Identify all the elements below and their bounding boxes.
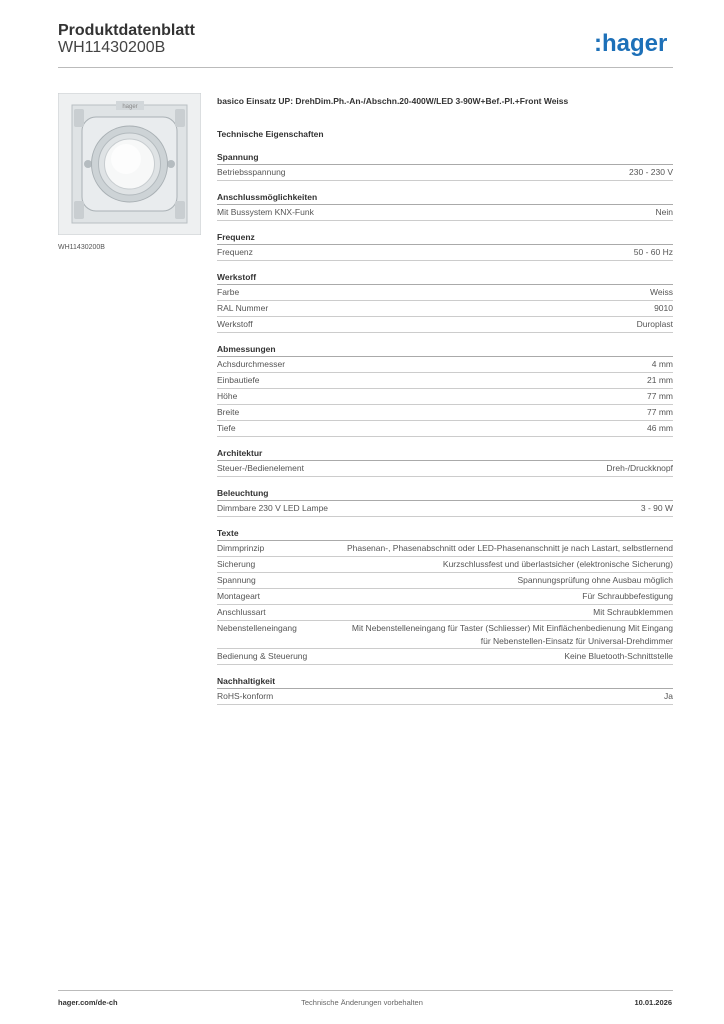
spec-value: 21 mm [647,375,673,385]
section-title: Anschlussmöglichkeiten [217,191,673,205]
spec-value: 9010 [654,303,673,313]
spec-value: Phasenan-, Phasenabschnitt oder LED-Phasenanschnitt je nach Lastart, selbstlernend [346,543,673,553]
spec-row [217,357,673,373]
spec-row [217,557,673,573]
spec-section [217,151,673,181]
spec-value: 230 - 230 V [629,167,673,177]
spec-value: Nein [655,207,673,217]
logo-text: :hager [594,30,668,57]
spec-label: Einbautiefe [217,375,260,385]
spec-label: Betriebsspannung [217,167,286,177]
spec-row [217,317,673,333]
article-number: WH11430200B [58,39,166,56]
spec-row [217,285,673,301]
spec-section [217,487,673,517]
spec-label: Montageart [217,591,260,601]
spec-section [217,191,673,221]
tech-heading: Technische Eigenschaften [217,129,324,139]
spec-row [217,501,673,517]
spec-section [217,271,673,333]
spec-row [217,373,673,389]
spec-value: 77 mm [647,391,673,401]
footer-notice: Technische Änderungen vorbehalten [301,998,423,1007]
spec-label: RAL Nummer [217,303,269,313]
section-title: Architektur [217,447,673,461]
spec-row [217,205,673,221]
page-title: Produktdatenblatt [58,22,195,39]
section-title: Nachhaltigkeit [217,675,673,689]
spec-label: Sicherung [217,559,256,569]
spec-row [217,165,673,181]
spec-section [217,675,673,705]
spec-value: Spannungsprüfung ohne Ausbau möglich [517,575,673,585]
footer-date: 10.01.2026 [634,998,672,1007]
spec-value: Keine Bluetooth-Schnittstelle [564,651,673,661]
spec-row [217,649,673,665]
spec-row [217,421,673,437]
spec-value: Mit Nebenstelleneingang für Taster (Schliesser) Mit Einflächenbedienung Mit Eingang für Nebenstellen-Einsatz für Universal-Drehdimmer [351,623,673,646]
spec-label: Anschlussart [217,607,266,617]
spec-label: Spannung [217,575,256,585]
spec-value: Weiss [650,287,673,297]
spec-label: Steuer-/Bedienelement [217,463,304,473]
footer-website[interactable]: hager.com/de-ch [58,998,118,1007]
spec-label: Werkstoff [217,319,253,329]
spec-label: Farbe [217,287,240,297]
spec-row [217,389,673,405]
section-title: Spannung [217,151,673,165]
spec-sections [217,151,673,705]
spec-section [217,527,673,665]
spec-value: Kurzschlussfest und überlastsicher (elektronische Sicherung) [442,559,673,569]
hager-logo [594,27,674,59]
spec-label: Dimmbare 230 V LED Lampe [217,503,329,513]
spec-label: Achsdurchmesser [217,359,286,369]
spec-value: Ja [664,691,673,701]
spec-row [217,589,673,605]
spec-label: Höhe [217,391,238,401]
spec-label: Breite [217,407,240,417]
spec-section [217,343,673,437]
section-title: Beleuchtung [217,487,673,501]
spec-value: 3 - 90 W [640,503,673,513]
spec-value: 50 - 60 Hz [633,247,673,257]
product-title: basico Einsatz UP: DrehDim.Ph.-An-/Abschn.20-400W/LED 3-90W+Bef.-Pl.+Front Weiss [217,96,569,106]
spec-section [217,231,673,261]
spec-row [217,301,673,317]
section-title: Werkstoff [217,271,673,285]
spec-row [217,573,673,589]
spec-value: 77 mm [647,407,673,417]
spec-row [217,245,673,261]
spec-value: Duroplast [636,319,673,329]
spec-label: Nebenstelleneingang [217,623,297,633]
spec-label: Mit Bussystem KNX-Funk [217,207,314,217]
spec-value: Mit Schraubklemmen [593,607,673,617]
spec-label: Frequenz [217,247,253,257]
spec-value: 4 mm [651,359,673,369]
header-divider [58,67,673,68]
spec-label: RoHS-konform [217,691,274,701]
spec-row [217,461,673,477]
spec-label: Dimmprinzip [217,543,265,553]
image-caption: WH11430200B [58,244,105,251]
frame-label: hager [122,104,138,110]
footer-divider [58,990,673,991]
spec-label: Bedienung & Steuerung [217,651,308,661]
spec-row [217,405,673,421]
spec-content [217,95,673,705]
spec-row [217,689,673,705]
section-title: Frequenz [217,231,673,245]
spec-value: Dreh-/Druckknopf [606,463,673,473]
spec-row [217,605,673,621]
spec-section [217,447,673,477]
spec-label: Tiefe [217,423,236,433]
spec-value: 46 mm [647,423,673,433]
section-title: Texte [217,527,673,541]
spec-value: Für Schraubbefestigung [582,591,673,601]
spec-row [217,621,673,649]
product-image [58,93,201,235]
spec-row [217,541,673,557]
section-title: Abmessungen [217,343,673,357]
